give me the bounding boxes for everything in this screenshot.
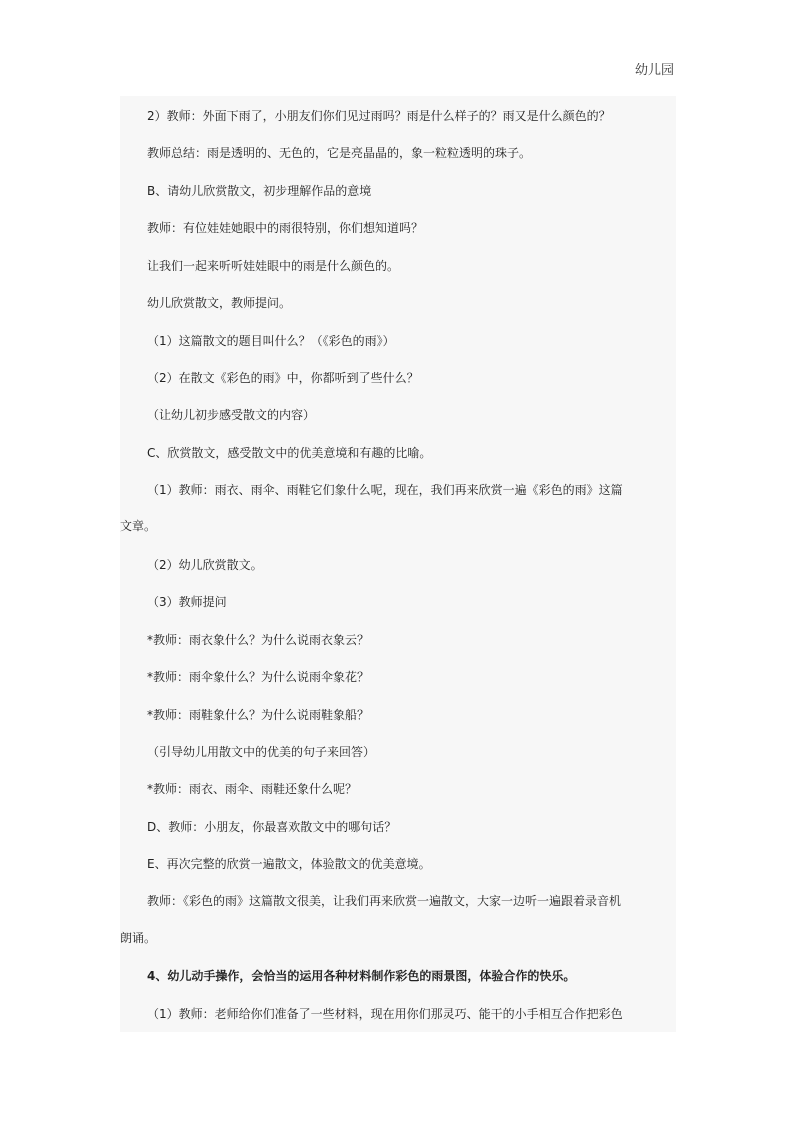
text-line: B、请幼儿欣赏散文，初步理解作品的意境: [147, 184, 372, 198]
text-line: （2）幼儿欣赏散文。: [147, 558, 263, 572]
page-header: 幼儿园: [634, 63, 674, 78]
text-line: （让幼儿初步感受散文的内容）: [147, 408, 316, 422]
text-line: *教师：雨衣、雨伞、雨鞋还象什么呢？: [147, 782, 358, 796]
text-line: 文章。: [120, 519, 157, 533]
text-line: 教师：《彩色的雨》这篇散文很美，让我们再来欣赏一遍散文，大家一边听一遍跟着录音机: [147, 894, 622, 908]
text-line: （1）教师：雨衣、雨伞、雨鞋它们象什么呢，现在，我们再来欣赏一遍《彩色的雨》这篇: [147, 483, 623, 497]
text-line: （引导幼儿用散文中的优美的句子来回答）: [147, 745, 376, 759]
text-line: *教师：雨衣象什么？为什么说雨衣象云？: [147, 633, 370, 647]
text-line: （3）教师提问: [147, 595, 227, 609]
text-line: E、再次完整的欣赏一遍散文，体验散文的优美意境。: [147, 857, 431, 871]
section-heading: 4、幼儿动手操作，会恰当的运用各种材料制作彩色的雨景图，体验合作的快乐。: [147, 969, 576, 983]
text-line: （2）在散文《彩色的雨》中，你都听到了些什么？: [147, 371, 419, 385]
text-line: （1）这篇散文的题目叫什么？（《彩色的雨》）: [147, 334, 395, 348]
text-line: D、教师：小朋友，你最喜欢散文中的哪句话？: [147, 820, 397, 834]
text-line: *教师：雨伞象什么？为什么说雨伞象花？: [147, 670, 370, 684]
text-line: 朗诵。: [120, 931, 157, 945]
text-line: C、欣赏散文，感受散文中的优美意境和有趣的比喻。: [147, 446, 432, 460]
document-body: [120, 96, 676, 1032]
text-line: 让我们一起来听听娃娃眼中的雨是什么颜色的。: [147, 259, 400, 273]
text-line: 幼儿欣赏散文，教师提问。: [147, 296, 292, 310]
text-line: 教师总结：雨是透明的、无色的，它是亮晶晶的，象一粒粒透明的珠子。: [147, 146, 532, 160]
text-line: 2）教师：外面下雨了，小朋友们你们见过雨吗？雨是什么样子的？雨又是什么颜色的？: [147, 109, 611, 123]
text-line: （1）教师：老师给你们准备了一些材料，现在用你们那灵巧、能干的小手相互合作把彩色: [147, 1007, 623, 1021]
text-line: *教师：雨鞋象什么？为什么说雨鞋象船？: [147, 708, 370, 722]
text-line: 教师：有位娃娃她眼中的雨很特别，你们想知道吗？: [147, 221, 424, 235]
